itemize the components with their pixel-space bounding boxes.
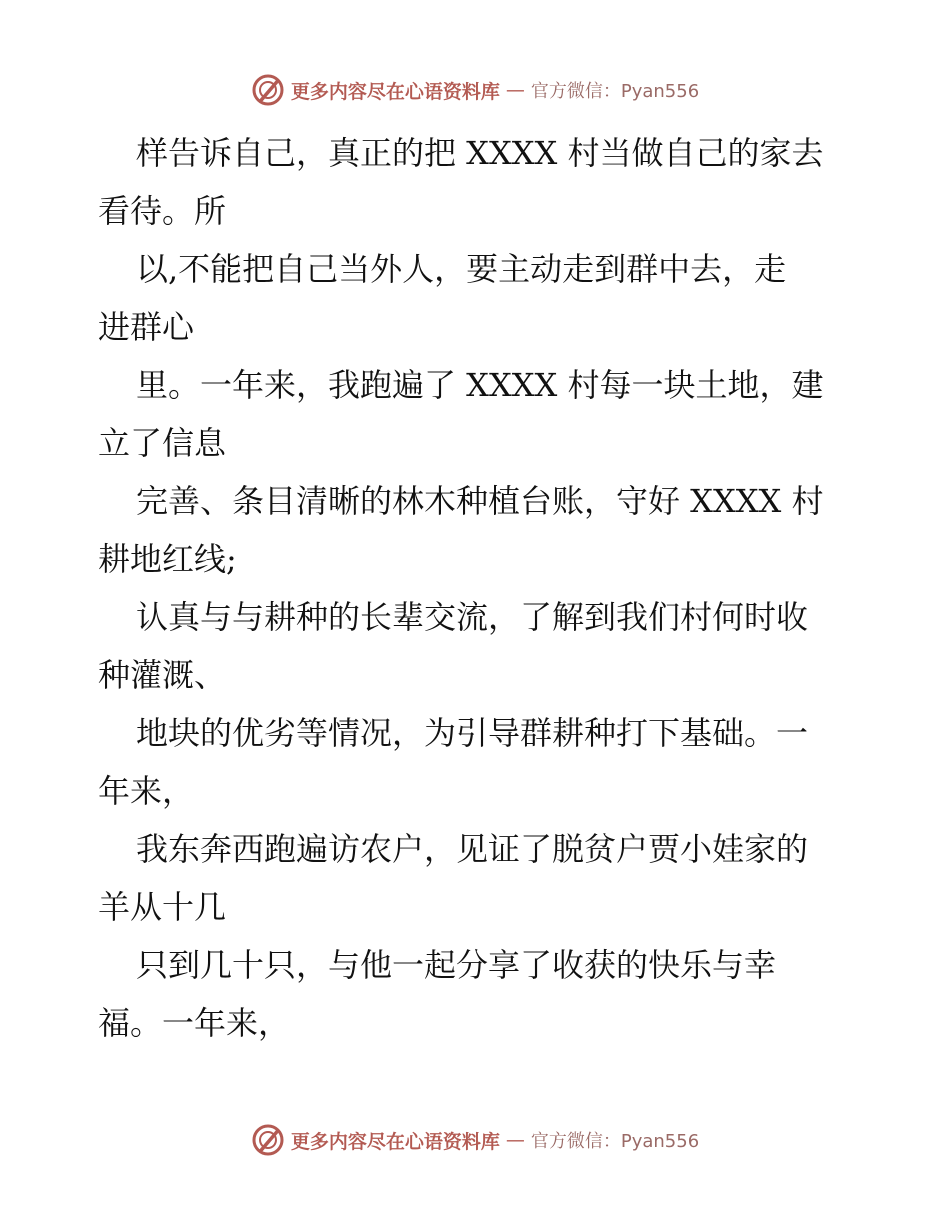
footer-wechat-text: 官方微信：Pyan556 — [530, 1131, 700, 1152]
body-line: 年来， — [98, 772, 195, 810]
header-brand-text: 更多内容尽在心语资料库 — [290, 80, 500, 103]
quill-seal-icon — [251, 1123, 285, 1157]
body-line: 完善、条目清晰的林木种植台账，守好 XXXX 村 — [136, 482, 824, 520]
body-line: 立了信息 — [98, 424, 227, 462]
quill-seal-icon — [251, 73, 285, 107]
body-line: 只到几十只，与他一起分享了收获的快乐与幸 — [136, 946, 777, 984]
body-line: 我东奔西跑遍访农户，见证了脱贫户贾小娃家的 — [136, 830, 809, 868]
header-banner — [0, 70, 950, 110]
footer-banner — [0, 1120, 950, 1160]
body-line: 样告诉自己，真正的把 XXXX 村当做自己的家去 — [136, 134, 824, 172]
body-line: 羊从十几 — [98, 888, 227, 926]
body-line: 福。一年来， — [98, 1004, 291, 1042]
header-wechat-text: 官方微信：Pyan556 — [530, 81, 700, 102]
document-body — [98, 124, 858, 1052]
body-line: 地块的优劣等情况，为引导群耕种打下基础。一 — [136, 714, 809, 752]
footer-dash: — — [505, 1129, 525, 1151]
body-line: 耕地红线; — [98, 540, 237, 578]
body-line: 认真与与耕种的长辈交流，了解到我们村何时收 — [136, 598, 809, 636]
header-dash: — — [505, 79, 525, 101]
body-line: 种灌溉、 — [98, 656, 227, 694]
body-line: 看待。所 — [98, 192, 227, 230]
body-line: 进群心 — [98, 308, 195, 346]
footer-brand-text: 更多内容尽在心语资料库 — [290, 1130, 500, 1153]
body-line: 以,不能把自己当外人，要主动走到群中去，走 — [136, 250, 787, 288]
body-line: 里。一年来，我跑遍了 XXXX 村每一块土地，建 — [136, 366, 824, 404]
